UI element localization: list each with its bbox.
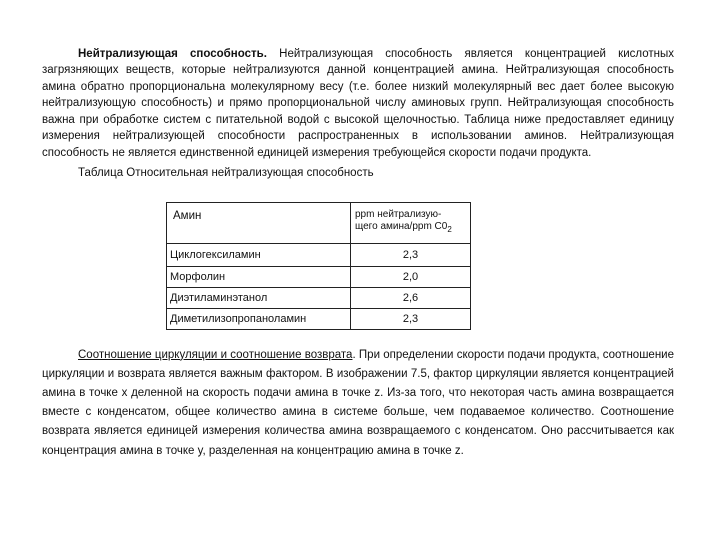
amine-value: 2,3 xyxy=(351,244,471,267)
paragraph-body: . При определении скорости подачи продукта, соотношение циркуляции и возврата является важным фактором. В изображении 7.5, фактор циркуляции является концентрацией амина в точке x деленной на скорость подачи амина в точке z. Из-за того, что некоторая часть амина возвращается вместе с конденсатом, общее количество амина в системе больше, чем подаваемое количество. Соотношение возврата является единицей измерения количества амина возвращаемого с конденсатом. Оно рассчитывается как концентрация амина в точке y, разделенная на концентрацию амина в точке z. xyxy=(42,348,674,457)
amine-name: Диэтиламинэтанол xyxy=(167,288,351,309)
header-ppm-line1: ppm нейтрализую- xyxy=(355,209,442,220)
amine-value: 2,0 xyxy=(351,267,471,288)
table-row xyxy=(167,309,471,330)
amine-value: 2,3 xyxy=(351,309,471,330)
table-row xyxy=(167,244,471,267)
table-caption: Таблица Относительная нейтрализующая способность xyxy=(78,167,374,179)
amine-name: Циклогексиламин xyxy=(167,244,351,267)
header-amine: Амин xyxy=(167,203,351,244)
header-ppm-line2: щего амина/ppm $C0_2$ xyxy=(355,221,452,234)
amine-name: Диметилизопропаноламин xyxy=(167,309,351,330)
paragraph-body: Нейтрализующая способность является концентрацией кислотных загрязняющих веществ, которые нейтрализуются данной концентрацией амина. Нейтрализующая способность амина обратно пропорциональна молекулярному весу (т.е. более низкий молекулярный вес дает более высокую нейтрализующую способность) и прямо пропорциональной числу аминовых групп. Нейтрализующая способность важна при обработке систем с питательной водой с высокой щелочностью. Таблица ниже предоставляет единицу измерения нейтрализующей способности распространенных в использовании аминов. Нейтрализующая способность не является единственной единицей измерения требующейся скорости подачи продукта. xyxy=(42,47,674,159)
header-ppm-ratio xyxy=(351,203,471,244)
table-header-row xyxy=(167,203,471,244)
table-row xyxy=(167,267,471,288)
neutralizing-capacity-table xyxy=(166,202,471,330)
header-subscript: 2 xyxy=(447,225,452,234)
amine-value: 2,6 xyxy=(351,288,471,309)
paragraph-circulation-return-ratio xyxy=(42,346,674,461)
table-row xyxy=(167,288,471,309)
amine-name: Морфолин xyxy=(167,267,351,288)
paragraph-lead: Нейтрализующая способность. xyxy=(78,47,267,60)
paragraph-lead: Соотношение циркуляции и соотношение возврата xyxy=(78,348,353,361)
paragraph-neutralizing-capacity xyxy=(42,46,674,162)
